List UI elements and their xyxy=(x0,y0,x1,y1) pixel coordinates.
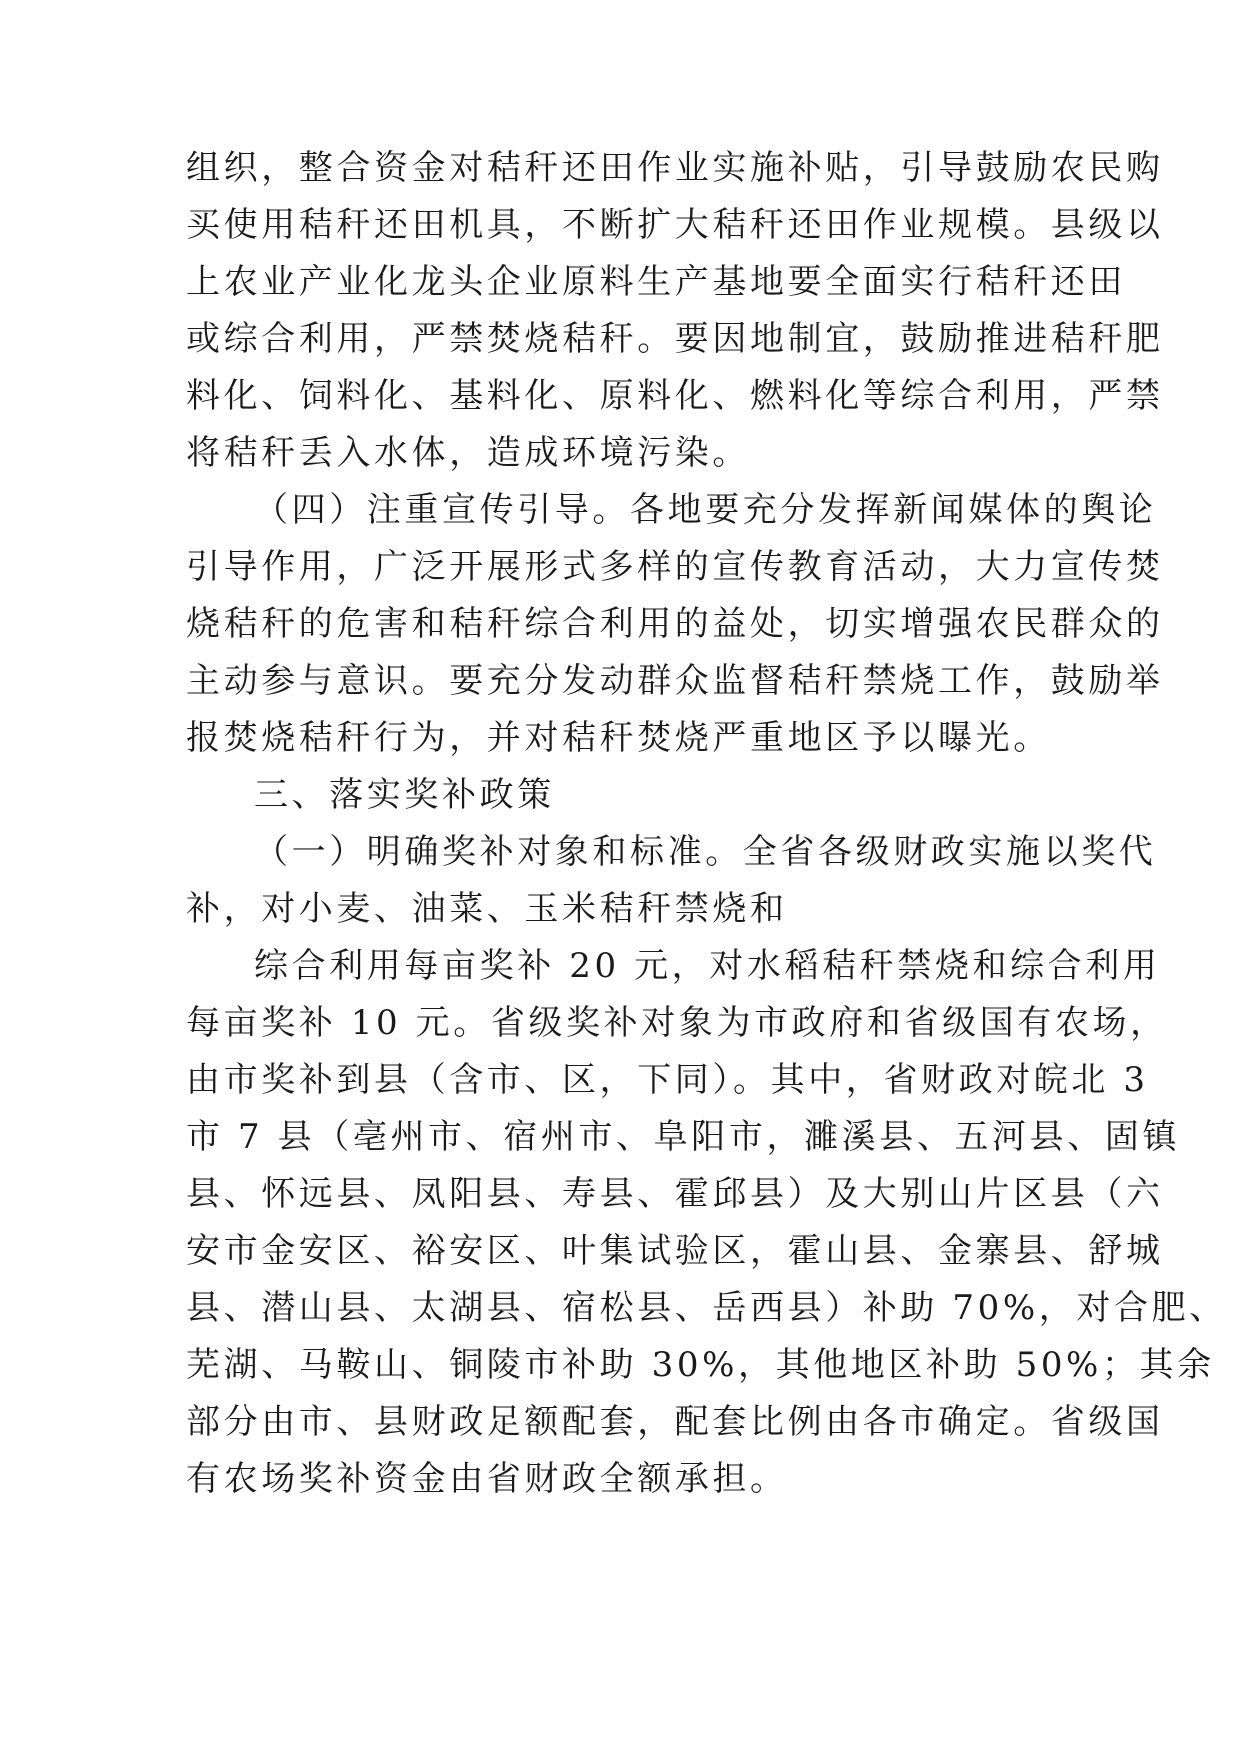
text-line: 引导作用，广泛开展形式多样的宣传教育活动，大力宣传焚 xyxy=(186,547,1164,587)
text-line: 买使用秸秆还田机具，不断扩大秸秆还田作业规模。县级以 xyxy=(186,205,1164,245)
paragraph-heading: （一）明确奖补对象和标准。全省各级财政实施以奖代 xyxy=(254,832,1157,872)
text-line: 综合利用每亩奖补 20 元，对水稻秸秆禁烧和综合利用 xyxy=(254,946,1161,986)
text-line: 市 7 县（亳州市、宿州市、阜阳市，濉溪县、五河县、固镇 xyxy=(186,1117,1181,1157)
text-line: 芜湖、马鞍山、铜陵市补助 30%，其他地区补助 50%；其余 xyxy=(186,1345,1215,1385)
text-line: 组织，整合资金对秸秆还田作业实施补贴，引导鼓励农民购 xyxy=(186,148,1164,188)
text-line: 报焚烧秸秆行为，并对秸秆焚烧严重地区予以曝光。 xyxy=(186,718,1051,758)
text-line: 补，对小麦、油菜、玉米秸秆禁烧和 xyxy=(186,889,788,929)
text-line: 部分由市、县财政足额配套，配套比例由各市确定。省级国 xyxy=(186,1402,1164,1442)
text-line: 将秸秆丢入水体，造成环境污染。 xyxy=(186,433,750,473)
text-line: 有农场奖补资金由省财政全额承担。 xyxy=(186,1459,788,1499)
paragraph-heading: （四）注重宣传引导。各地要充分发挥新闻媒体的舆论 xyxy=(254,490,1157,530)
text-line: 每亩奖补 10 元。省级奖补对象为市政府和省级国有农场， xyxy=(186,1003,1168,1043)
text-line: 烧秸秆的危害和秸秆综合利用的益处，切实增强农民群众的 xyxy=(186,604,1164,644)
text-line: 县、潜山县、太湖县、宿松县、岳西县）补助 70%，对合肥、 xyxy=(186,1288,1227,1328)
text-line: 上农业产业化龙头企业原料生产基地要全面实行秸秆还田 xyxy=(186,262,1126,302)
text-line: 或综合利用，严禁焚烧秸秆。要因地制宜，鼓励推进秸秆肥 xyxy=(186,319,1164,359)
text-line: 由市奖补到县（含市、区，下同）。其中，省财政对皖北 3 xyxy=(186,1060,1149,1100)
text-line: 县、怀远县、凤阳县、寿县、霍邱县）及大别山片区县（六 xyxy=(186,1174,1164,1214)
text-line: 料化、饲料化、基料化、原料化、燃料化等综合利用，严禁 xyxy=(186,376,1164,416)
text-line: 安市金安区、裕安区、叶集试验区，霍山县、金寨县、舒城 xyxy=(186,1231,1164,1271)
text-line: 主动参与意识。要充分发动群众监督秸秆禁烧工作，鼓励举 xyxy=(186,661,1164,701)
section-heading: 三、落实奖补政策 xyxy=(254,775,555,815)
